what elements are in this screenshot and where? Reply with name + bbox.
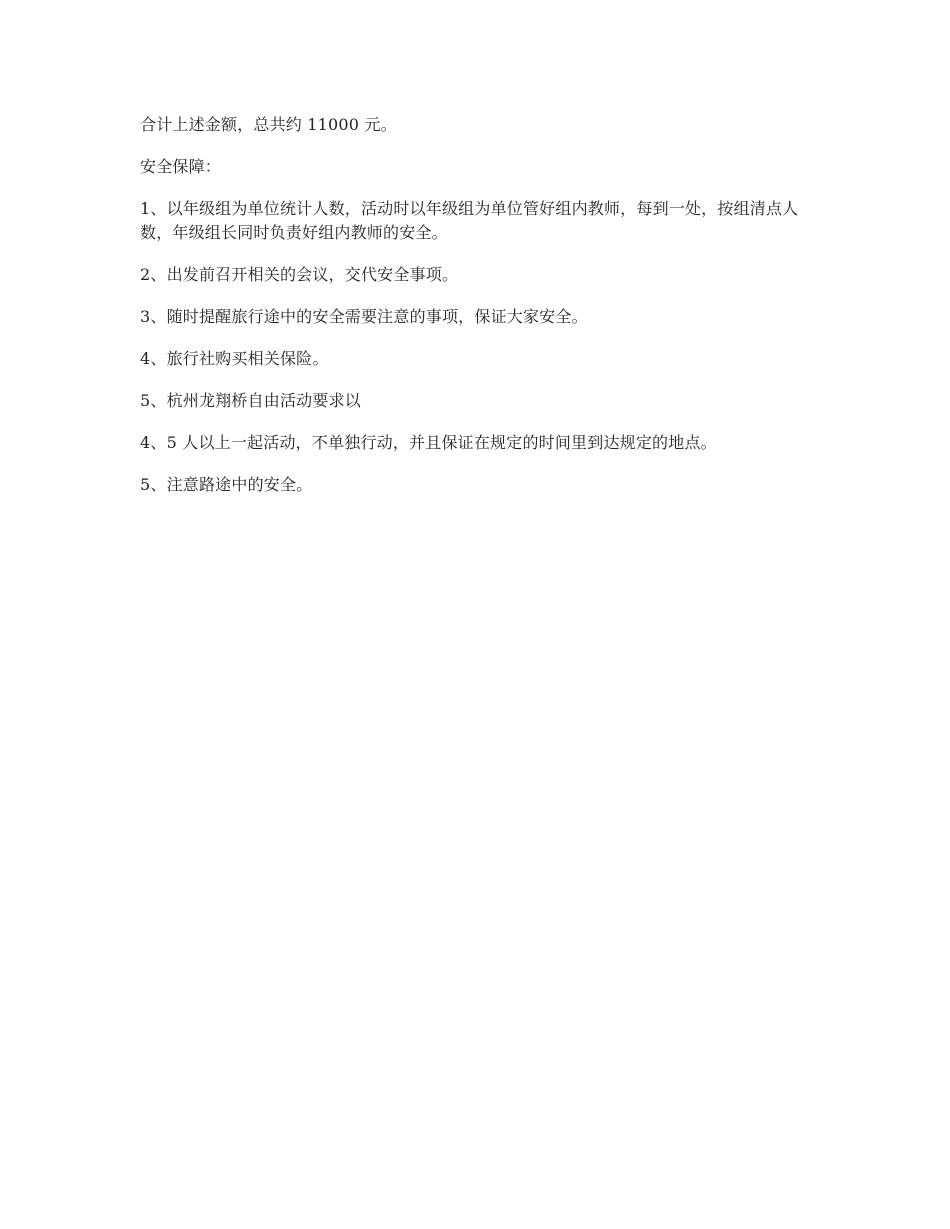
document-body xyxy=(140,113,810,515)
safety-item-2: 2、出发前召开相关的会议，交代安全事项。 xyxy=(140,265,459,284)
safety-item-5: 5、杭州龙翔桥自由活动要求以 xyxy=(140,391,361,410)
safety-item-road: 5、注意路途中的安全。 xyxy=(140,475,313,494)
safety-heading: 安全保障： xyxy=(140,157,222,176)
total-amount-paragraph: 合计上述金额，总共约 11000 元。 xyxy=(140,115,397,134)
safety-item-1: 1、以年级组为单位统计人数，活动时以年级组为单位管好组内教师，每到一处，按组清点人数，年级组长同时负责好组内教师的安全。 xyxy=(140,199,799,242)
safety-item-group-activity: 4、5 人以上一起活动，不单独行动，并且保证在规定的时间里到达规定的地点。 xyxy=(140,433,717,452)
safety-item-3: 3、随时提醒旅行途中的安全需要注意的事项，保证大家安全。 xyxy=(140,307,588,326)
safety-item-4: 4、旅行社购买相关保险。 xyxy=(140,349,329,368)
